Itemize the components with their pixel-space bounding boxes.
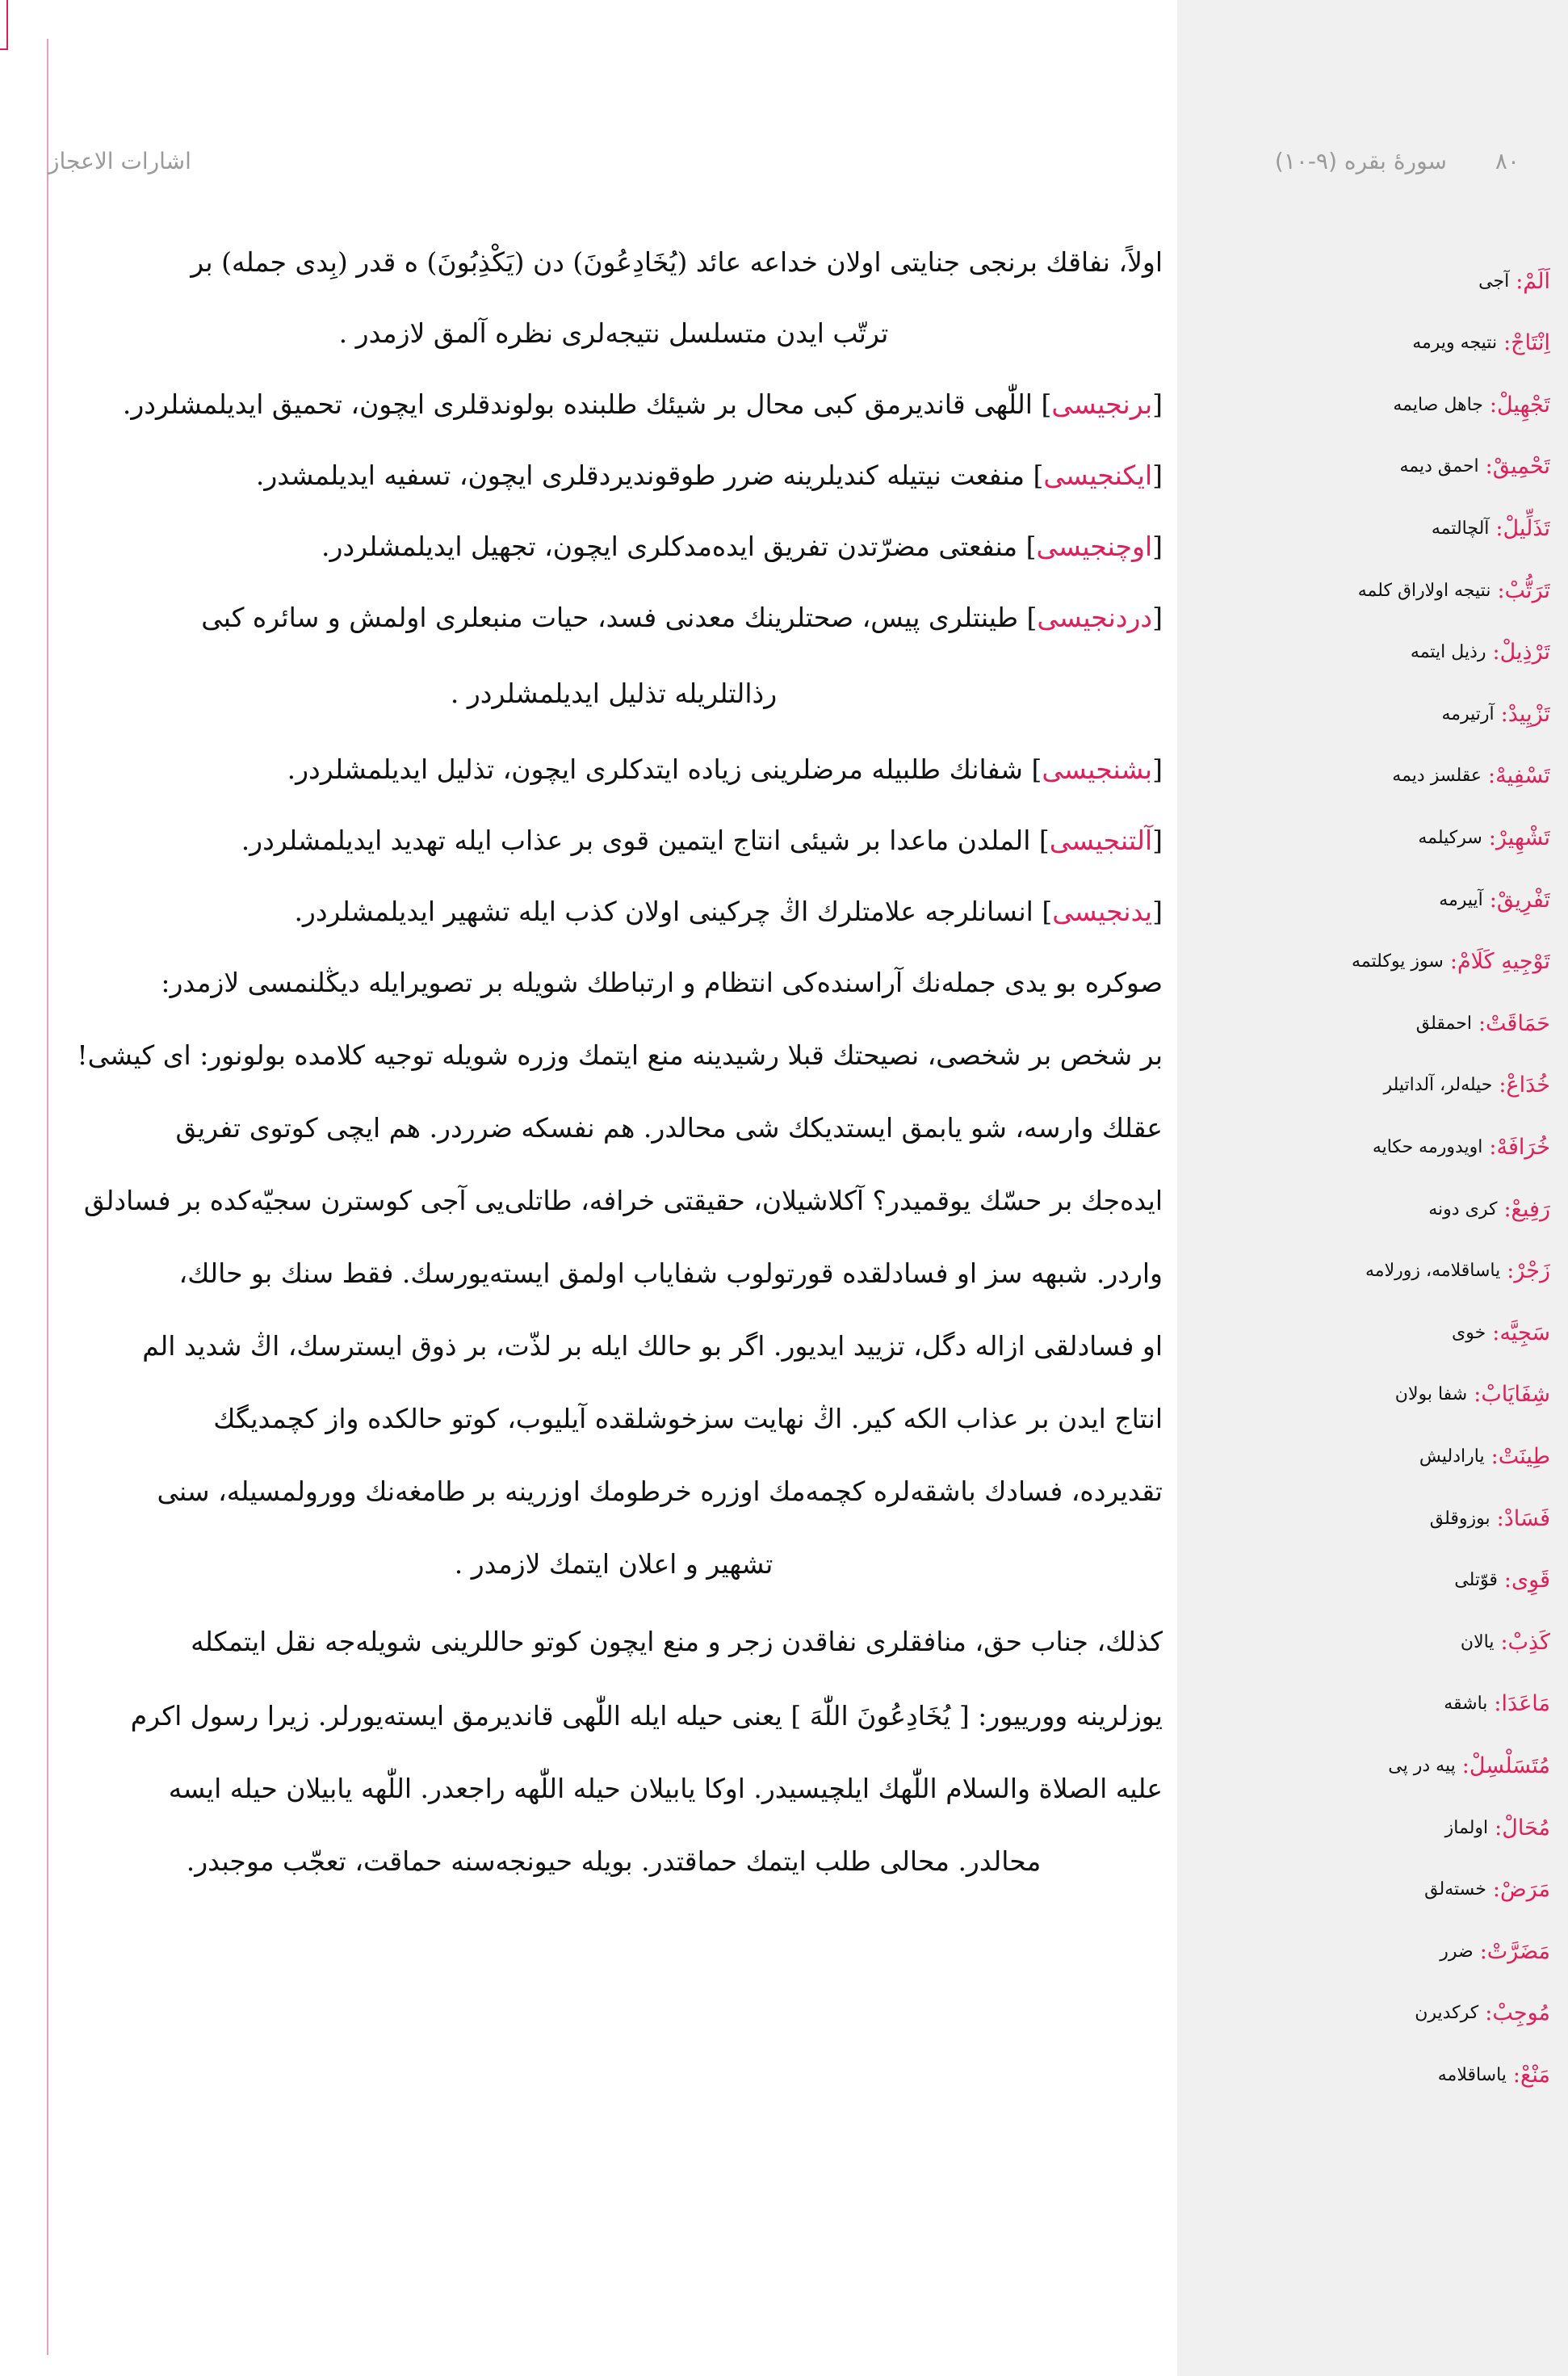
text-line: اولاً، نفاقك برنجى جنايتى اولان خداعه عائد (يُخَادِعُونَ) دن (يَكْذِبُونَ) ه قدر (بِدى جمله) بر (191, 246, 1163, 278)
glossary-entry (1211, 561, 1550, 619)
glossary-meaning: نتيجه ويرمه (1412, 333, 1498, 354)
glossary-meaning: رذيل ايتمه (1410, 642, 1486, 663)
glossary-meaning: جاهل صايمه (1393, 394, 1483, 415)
glossary-entry (1211, 1675, 1550, 1733)
text-line: بر شخص بر شخصى، نصيحتك قبلا رشيدينه منع ايتمك وزره شويله توجيه كلامده بولونور: اى كيشى! (77, 1039, 1163, 1071)
glossary-word: تَفْرِيقْ: (1489, 887, 1550, 913)
text-line: تقديرده، فسادك باشقه‌لره كچمه‌مك اوزره خرطومك اوزرينه بر طامغه‌نك وورولمسيله، سنى (157, 1475, 1163, 1507)
surah-reference: سورهٔ بقره (٩-١٠) (1274, 148, 1447, 174)
text-line: تشهير و اعلان ايتمك لازمدر . (454, 1547, 774, 1580)
glossary-word: مَنْعْ: (1512, 2062, 1550, 2088)
crop-mark (6, 0, 8, 48)
glossary-meaning: كركديرن (1415, 2003, 1479, 2024)
text-line: ترتّب ايدن متسلسل نتيجه‌لرى نظره آلمق لازمدر . (338, 317, 889, 349)
glossary-entry (1211, 747, 1550, 805)
glossary-word: طِينَتْ: (1490, 1443, 1550, 1469)
highlighted-term: بشنجيسى (1042, 753, 1153, 785)
glossary-word: زَجْرْ: (1507, 1258, 1550, 1284)
glossary-entry (1211, 1489, 1550, 1547)
page-margin-line (47, 39, 48, 2355)
glossary-meaning: كرى دونه (1428, 1198, 1498, 1219)
glossary-meaning: ياساقلامه (1437, 2064, 1507, 2085)
glossary-meaning: آييرمه (1439, 889, 1483, 910)
glossary-meaning: آجى (1478, 271, 1510, 292)
glossary-entry (1211, 1861, 1550, 1919)
glossary-entry (1211, 438, 1550, 496)
glossary-meaning: باشقه (1444, 1694, 1488, 1715)
text-line: او فسادلقى ازاله دگل، تزييد ايديور. اگر بو حالك ايله بر لذّت، بر ذوق ايسترسك، اڭ شديد الم (142, 1329, 1163, 1362)
text-line: محالدر. محالى طلب ايتمك حماقتدر. بويله حيونجه‌سنه حماقت، تعجّب موجبدر. (186, 1845, 1042, 1877)
glossary-meaning: احمق ديمه (1399, 456, 1479, 477)
glossary-word: تَسْفِيهْ: (1488, 763, 1550, 789)
glossary-word: تَذَلِّيلْ: (1495, 515, 1550, 541)
glossary-meaning: آرتيرمه (1441, 703, 1495, 724)
glossary-word: قَوِى: (1503, 1568, 1550, 1593)
glossary-meaning: پيه در پى (1388, 1755, 1456, 1776)
text-line: واردر. شبهه سز او فسادلقده قورتولوب شفاياب اولمق ايسته‌يورسك. فقط سنك بو حالك، (178, 1257, 1163, 1289)
glossary-word: اِنْتَاجْ: (1503, 330, 1550, 356)
crop-mark (0, 48, 8, 50)
glossary-meaning: ياساقلامه، زورلامه (1365, 1261, 1501, 1282)
glossary-entry (1211, 871, 1550, 929)
glossary-word: خُرَافَهْ: (1489, 1134, 1550, 1160)
glossary-word: سَجِيَّه: (1492, 1320, 1550, 1345)
glossary-word: فَسَادْ: (1496, 1505, 1550, 1531)
glossary-meaning: خسته‌لق (1424, 1879, 1486, 1900)
glossary-entry (1211, 1180, 1550, 1238)
glossary-entry (1211, 623, 1550, 682)
glossary-entry (1211, 1984, 1550, 2042)
glossary-entry (1211, 376, 1550, 434)
glossary-meaning: ضرر (1440, 1941, 1474, 1962)
text-line: انتاج ايدن بر عذاب الكه كير. اڭ نهايت سزخوشلقده آيليوب، كوتو حالكده واز كچمديگك (213, 1402, 1163, 1434)
text-line: [ آلتنجيسى ] الملدن ماعدا بر شيئى انتاج ايتمين قوى بر عذاب ايله تهديد ايديلمشلردر. (241, 824, 1163, 856)
glossary-word: كَذِبْ: (1500, 1629, 1550, 1655)
glossary-word: مُحَالْ: (1495, 1815, 1550, 1841)
glossary-word: تَوْجِيهِ كَلَامْ: (1449, 949, 1550, 975)
glossary-entry (1211, 808, 1550, 867)
glossary-meaning: يالان (1460, 1631, 1495, 1652)
glossary-entry (1211, 1303, 1550, 1362)
glossary-meaning: يارادليش (1419, 1446, 1485, 1467)
glossary-entry (1211, 1613, 1550, 1671)
text-line: رذالتلريله تذليل ايديلمشلردر . (450, 677, 778, 709)
glossary-entry (1211, 314, 1550, 372)
glossary-meaning: اولماز (1444, 1817, 1489, 1838)
glossary-word: تَجْهِيلْ: (1489, 392, 1550, 418)
text-line: [ ايكنجيسى ] منفعت نيتيله كنديلرينه ضرر طوقونديردقلرى ايچون، تسفيه ايديلمشدر. (255, 459, 1163, 491)
highlighted-term: اوچنجيسى (1036, 530, 1153, 562)
glossary-sidebar (1177, 0, 1568, 2376)
glossary-entry (1211, 1242, 1550, 1300)
text-line: يوزلرينه وورييور: [ يُخَادِعُونَ اللّٰهَ ] يعنى حيله ايله اللّٰهى قانديرمق ايسته‌يورلر. زيرا رسول اكرم (130, 1699, 1163, 1732)
glossary-word: مَضَرَّتْ: (1479, 1938, 1550, 1964)
glossary-entry (1211, 2046, 1550, 2104)
highlighted-term: ايكنجيسى (1043, 459, 1153, 491)
glossary-meaning: احمقلق (1415, 1013, 1472, 1034)
text-line: عقلك وارسه، شو يابمق ايستديكك شى محالدر. هم نفسكه ضرردر. هم ايچى كوتوى تفريق (175, 1111, 1163, 1144)
text-line: صوكره بو يدى جمله‌نك آراسنده‌كى انتظام و ارتباطك شويله بر تصويرايله ديڭلنمسى لازمدر: (161, 966, 1163, 998)
highlighted-term: آلتنجيسى (1049, 824, 1153, 856)
glossary-entry (1211, 499, 1550, 557)
glossary-entry (1211, 1736, 1550, 1795)
glossary-word: اَلَمْ: (1516, 268, 1550, 294)
page-number: ٨٠ (1495, 148, 1520, 174)
glossary-meaning: سوز يوكلتمه (1352, 951, 1444, 972)
text-line: عليه الصلاة والسلام اللّٰهك ايلچيسيدر. اوكا يابيلان حيله اللّٰهه راجعدر. اللّٰهه يابيلان حيله ايسه (168, 1772, 1163, 1804)
text-line: [ يدنجيسى ] انسانلرجه علامتلرك اڭ چركينى اولان كذب ايله تشهير ايديلمشلردر. (294, 895, 1163, 927)
glossary-word: حَمَاقَتْ: (1478, 1010, 1550, 1036)
glossary-entry (1211, 1799, 1550, 1857)
glossary-word: تَحْمِيقْ: (1485, 454, 1550, 480)
main-text (65, 225, 1163, 2163)
glossary-word: مَرَضْ: (1492, 1877, 1550, 1903)
glossary-meaning: خوى (1452, 1322, 1486, 1343)
text-line: كذلك، جناب حق، منافقلرى نفاقدن زجر و منع ايچون كوتو حاللرينى شويله‌جه نقل ايتمكله (191, 1625, 1163, 1657)
text-line: [ برنجيسى ] اللّٰهى قانديرمق كبى محال بر شيئك طلبنده بولوندقلرى ايچون، تحميق ايديلمشلردر. (122, 388, 1163, 420)
glossary-word: خُدَاعْ: (1499, 1073, 1550, 1098)
glossary-meaning: سركيلمه (1418, 827, 1482, 848)
book-title: اشارات الاعجاز (48, 148, 191, 174)
glossary-meaning: حيله‌لر، آلداتيلر (1383, 1075, 1493, 1096)
glossary-meaning: عقلسز ديمه (1392, 766, 1482, 787)
glossary-entry (1211, 994, 1550, 1052)
glossary-meaning: اويدورمه حكايه (1372, 1136, 1483, 1157)
glossary-entry (1211, 1922, 1550, 1980)
glossary-entry (1211, 1427, 1550, 1485)
glossary-entry (1211, 1118, 1550, 1176)
glossary-word: تَرَتُّبْ: (1497, 577, 1550, 603)
highlighted-term: يدنجيسى (1052, 895, 1153, 927)
glossary-meaning: نتيجه اولاراق كلمه (1357, 580, 1491, 601)
glossary-word: مَاعَدَا: (1494, 1691, 1550, 1717)
glossary-meaning: آلچالتمه (1431, 518, 1490, 539)
glossary-word: رَفِيعْ: (1503, 1196, 1550, 1222)
glossary-entry (1211, 685, 1550, 743)
glossary-word: تَرْذِيلْ: (1492, 640, 1550, 665)
glossary-entry (1211, 933, 1550, 991)
glossary-meaning: بوزوقلق (1429, 1508, 1490, 1529)
glossary-word: تَزْيِيدْ: (1500, 701, 1550, 727)
text-line: [ بشنجيسى ] شفانك طلبيله مرضلرينى زياده ايتدكلرى ايچون، تذليل ايديلمشلردر. (287, 753, 1163, 785)
glossary-entry (1211, 1551, 1550, 1610)
glossary-entry (1211, 1366, 1550, 1424)
text-line: [ اوچنجيسى ] منفعتى مضرّتدن تفريق ايده‌مدكلرى ايچون، تجهيل ايديلمشلردر. (321, 530, 1163, 562)
glossary-meaning: قوّتلى (1454, 1570, 1498, 1591)
glossary-entry (1211, 252, 1550, 310)
highlighted-term: برنجيسى (1051, 388, 1153, 420)
glossary-meaning: شفا بولان (1394, 1384, 1468, 1405)
glossary-word: مُوجِبْ: (1485, 2000, 1550, 2026)
glossary-word: شِفَايَابْ: (1474, 1382, 1550, 1408)
glossary-word: تَشْهِيرْ: (1488, 825, 1550, 850)
text-line: [ دردنجيسى ] طينتلرى پيس، صحتلرينك معدنى فسد، حيات منبعلرى اولمش و سائره كبى (201, 601, 1163, 633)
glossary-entry (1211, 1056, 1550, 1115)
glossary-word: مُتَسَلْسِلْ: (1461, 1753, 1550, 1778)
highlighted-term: دردنجيسى (1037, 601, 1153, 633)
text-line: ايده‌جك بر حسّك يوقميدر؟ آكلاشيلان، حقيقتى خرافه، طاتلى‌يى آجى كوسترن سجيّه‌كده بر فسادلق (83, 1184, 1163, 1216)
